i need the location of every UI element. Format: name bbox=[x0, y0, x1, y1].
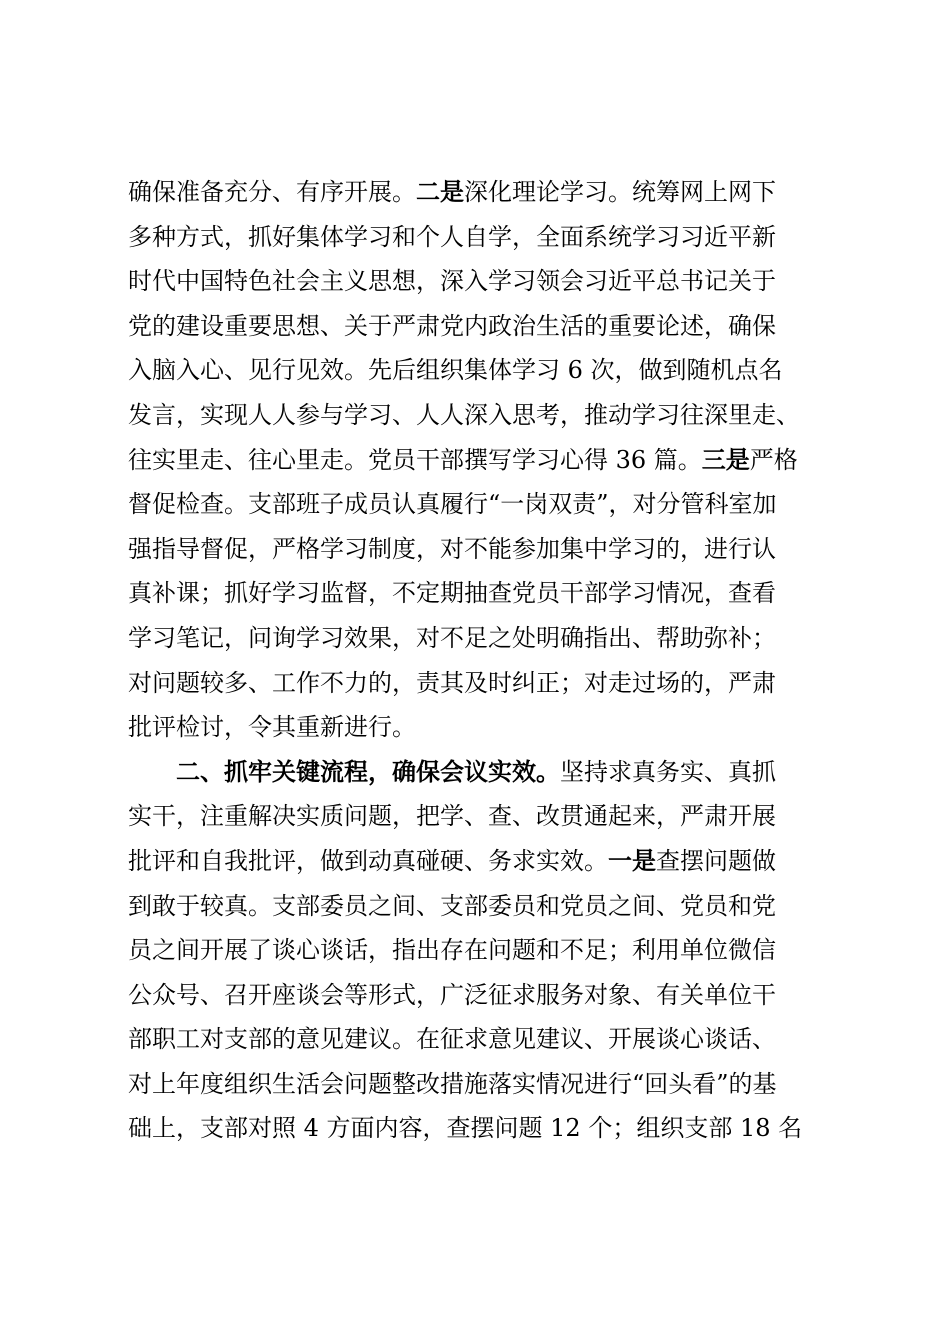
text-run: 真补课；抓好学习监督，不定期抽查党员干部学习情况，查看 bbox=[128, 579, 776, 608]
text-line bbox=[128, 839, 834, 884]
text-run: 础上，支部对照 4 方面内容，查摆问题 12 个；组织支部 18 名 bbox=[128, 1114, 803, 1143]
text-line bbox=[128, 1017, 834, 1062]
text-line bbox=[128, 215, 834, 260]
text-line bbox=[128, 482, 834, 527]
text-run: 学习笔记，问询学习效果，对不足之处明确指出、帮助弥补； bbox=[128, 623, 776, 652]
text-line bbox=[128, 259, 834, 304]
text-line bbox=[128, 527, 834, 572]
text-run: 员之间开展了谈心谈话，指出存在问题和不足；利用单位微信 bbox=[128, 936, 776, 965]
text-run: 确保准备充分、有序开展。 bbox=[128, 178, 416, 206]
text-run: 批评检讨，令其重新进行。 bbox=[128, 713, 416, 742]
text-run: 督促检查。支部班子成员认真履行“一岗双责”，对分管科室加 bbox=[128, 490, 777, 519]
section-heading-line bbox=[128, 750, 834, 795]
text-line bbox=[128, 661, 834, 706]
text-run: 对上年度组织生活会问题整改措施落实情况进行“回头看”的基 bbox=[128, 1069, 777, 1098]
text-line bbox=[128, 170, 834, 215]
text-line bbox=[128, 973, 834, 1018]
text-run: 坚持求真务实、真抓 bbox=[560, 757, 776, 786]
text-line bbox=[128, 304, 834, 349]
section-heading: 二、抓牢关键流程，确保会议实效。 bbox=[176, 756, 560, 786]
text-line bbox=[128, 1062, 834, 1107]
text-line bbox=[128, 616, 834, 661]
text-line bbox=[128, 705, 834, 750]
text-run: 实干，注重解决实质问题，把学、查、改贯通起来，严肃开展 bbox=[128, 802, 776, 831]
text-line bbox=[128, 928, 834, 973]
text-run: 党的建设重要思想、关于严肃党内政治生活的重要论述，确保 bbox=[128, 311, 776, 340]
text-run: 对问题较多、工作不力的，责其及时纠正；对走过场的，严肃 bbox=[128, 668, 776, 697]
text-run: 强指导督促，严格学习制度，对不能参加集中学习的，进行认 bbox=[128, 534, 776, 563]
text-run: 深化理论学习。统筹网上网下 bbox=[464, 178, 776, 206]
text-run: 入脑入心、见行见效。先后组织集体学习 6 次，做到随机点名 bbox=[128, 356, 783, 385]
text-run: 批评和自我批评，做到动真碰硬、务求实效。 bbox=[128, 846, 608, 875]
text-run: 严格 bbox=[749, 445, 798, 474]
bold-marker: 三是 bbox=[701, 444, 750, 474]
text-line bbox=[128, 393, 834, 438]
bold-marker: 一是 bbox=[608, 845, 656, 875]
text-run: 时代中国特色社会主义思想，深入学习领会习近平总书记关于 bbox=[128, 267, 776, 296]
text-line bbox=[128, 1106, 834, 1151]
text-line bbox=[128, 794, 834, 839]
text-run: 到敢于较真。支部委员之间、支部委员和党员之间、党员和党 bbox=[128, 891, 776, 920]
text-line bbox=[128, 884, 834, 929]
body-text bbox=[128, 170, 834, 1151]
text-line bbox=[128, 571, 834, 616]
text-run: 多种方式，抓好集体学习和个人自学，全面系统学习习近平新 bbox=[128, 222, 776, 251]
text-run: 发言，实现人人参与学习、人人深入思考，推动学习往深里走、 bbox=[128, 400, 800, 429]
bold-marker: 二是 bbox=[416, 177, 464, 206]
text-line bbox=[128, 348, 834, 393]
text-line bbox=[128, 438, 834, 483]
text-run: 往实里走、往心里走。党员干部撰写学习心得 36 篇。 bbox=[128, 445, 702, 474]
text-run: 查摆问题做 bbox=[656, 846, 776, 875]
text-run: 部职工对支部的意见建议。在征求意见建议、开展谈心谈话、 bbox=[128, 1025, 776, 1054]
text-run: 公众号、召开座谈会等形式，广泛征求服务对象、有关单位干 bbox=[128, 980, 776, 1009]
